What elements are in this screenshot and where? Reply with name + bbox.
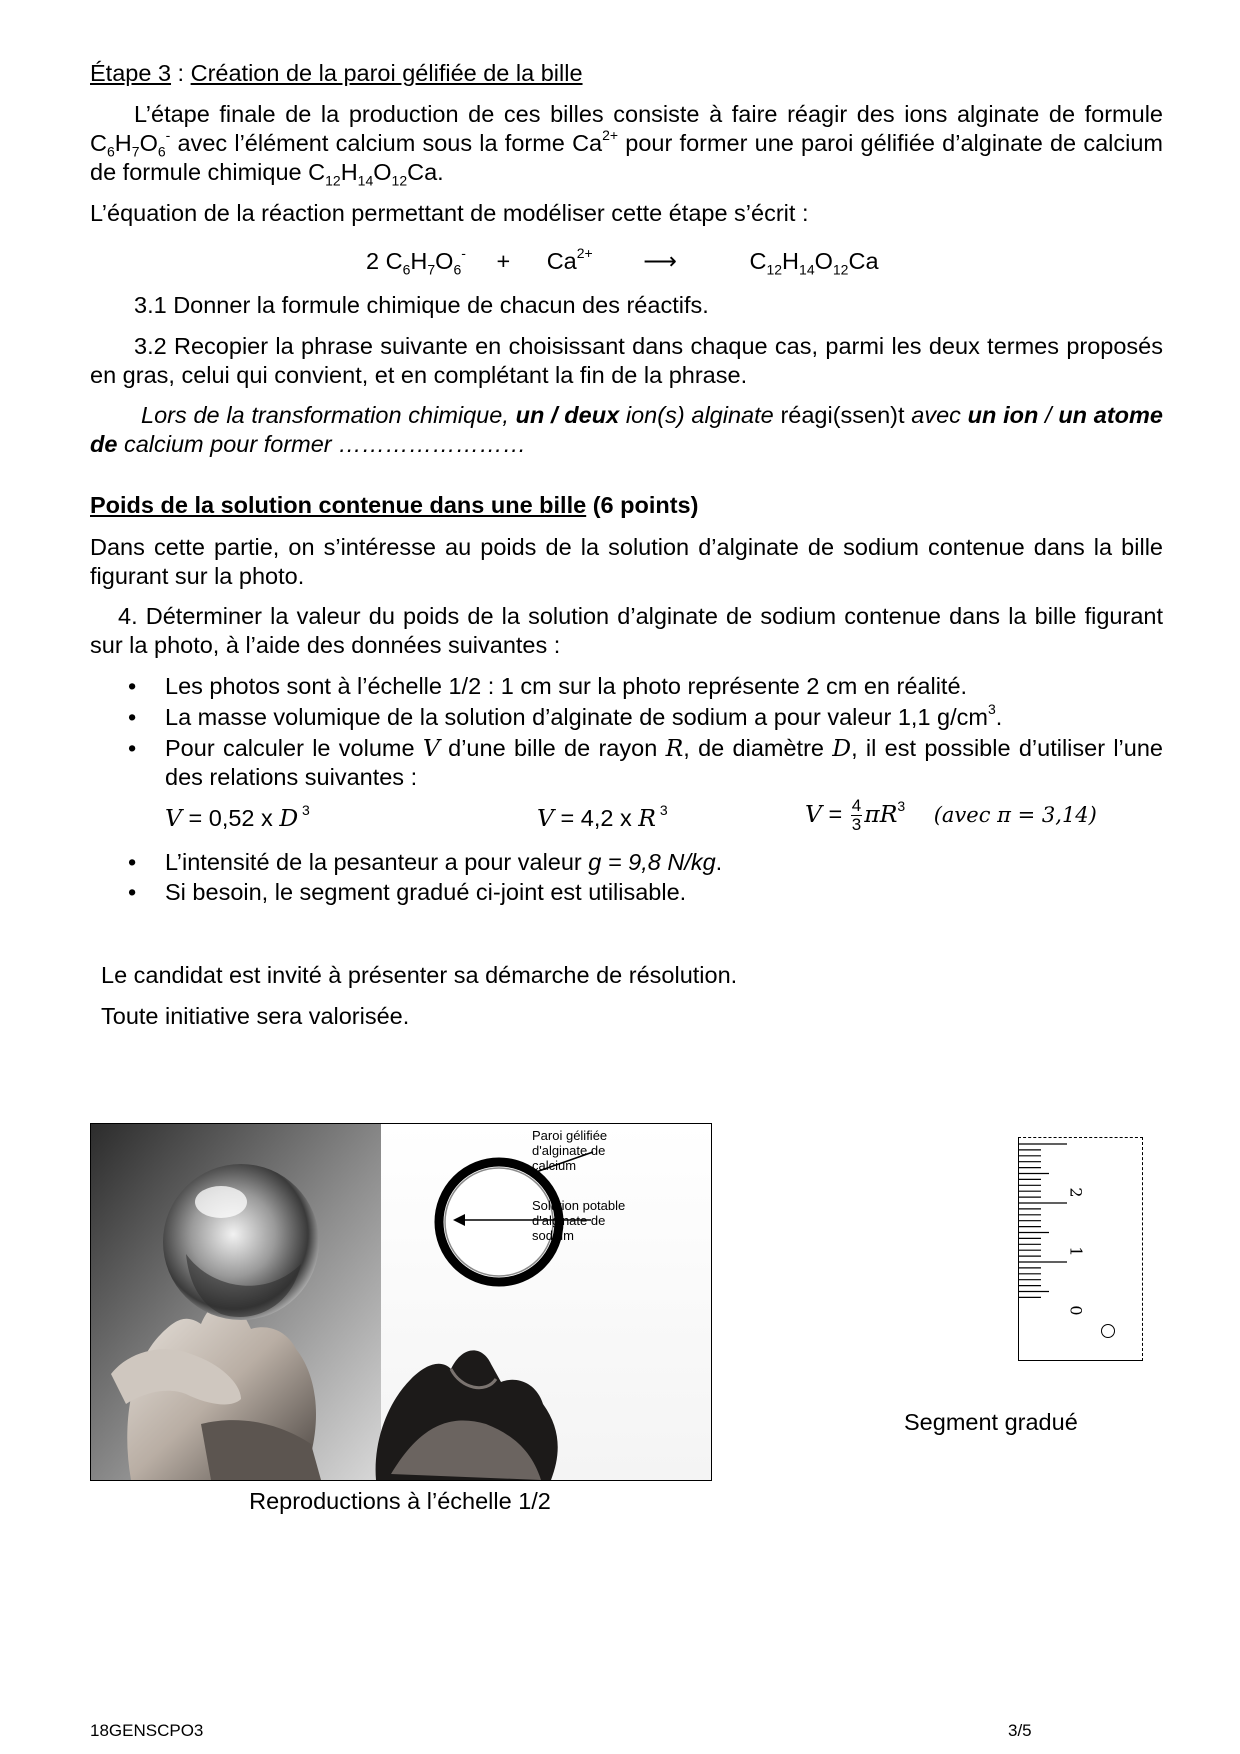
list-item: • Si besoin, le segment gradué ci-joint est utilisable. [90, 878, 1163, 907]
list-item: • La masse volumique de la solution d’alginate de sodium a pour valeur 1,1 $g/cm^3$. [90, 703, 1163, 732]
step3-paragraph: L’étape finale de la production de ces billes consiste à faire réagir des ions alginate de formule $C_6H_7O_6^-$ avec l’élément calcium sous la forme $Ca^{2+}$ pour former une paroi gélifiée d’alginate de calcium de formule chimique $C_{12}H_{14}O_{12}Ca$. [90, 101, 1163, 189]
ruler-caption: Segment gradué [904, 1409, 1078, 1435]
section-title: Poids de la solution contenue dans une bille [90, 492, 587, 518]
step3-heading: Étape 3 : Création de la paroi gélifiée de la bille [90, 60, 583, 86]
bead-photos [91, 1124, 711, 1480]
bead-diagram [376, 1124, 711, 1480]
reaction-arrow: ⟶ [643, 248, 677, 274]
question-3-1: 3.1 Donner la formule chimique de chacun des réactifs. [134, 292, 709, 318]
question-3-2: 3.2 Recopier la phrase suivante en choisissant dans chaque cas, parmi les deux termes proposés en gras, celui qui convient, et en complétant la fin de la phrase. [90, 333, 1163, 388]
figure-caption: Reproductions à l’échelle 1/2 [249, 1488, 551, 1514]
equation-intro: L’équation de la réaction permettant de modéliser cette étape s’écrit : [90, 200, 809, 226]
product-alginate-calcium: $C_{12}H_{14}O_{12}Ca$ [749, 248, 879, 278]
section-points: (6 points) [586, 492, 699, 518]
formula-diameter: V = 0,52 x D $^3$ [165, 802, 310, 832]
instruction-initiative: Toute initiative sera valorisée. [101, 1003, 410, 1029]
ruler-tick-label: 2 [1066, 1187, 1086, 1198]
section-heading [90, 491, 698, 520]
plus-sign: + [496, 248, 511, 274]
reactant-calcium: $Ca^{2+}$ [546, 245, 593, 274]
list-item: • L’intensité de la pesanteur a pour valeur g = 9,8 N/kg. [90, 848, 1163, 877]
instruction-method: Le candidat est invité à présenter sa démarche de résolution. [101, 962, 738, 988]
list-item: • Pour calculer le volume V d’une bille de rayon R, de diamètre D, il est possible d’utiliser l’une des relations suivantes : [90, 734, 1163, 792]
fraction-four-thirds: $\frac{4}{3}$ [851, 796, 862, 835]
ruler-origin-circle [1101, 1324, 1115, 1338]
data-list [90, 672, 1163, 792]
reactant-alginate: 2 $C_6H_7O_6^-$ [366, 245, 466, 278]
pi-value-note: (avec π = 3,14) [933, 803, 1097, 827]
footer-code: 18GENSCPO3 [90, 1721, 204, 1740]
ruler-tick-label: 0 [1066, 1305, 1086, 1316]
page-number: 3/5 [1008, 1721, 1032, 1740]
reaction-equation [366, 247, 966, 276]
formula-radius: V = 4,2 x R $^3$ [537, 802, 668, 832]
step3-title: Création de la paroi gélifiée de la bille [190, 60, 583, 86]
label-gel-wall: Paroi gélifiée d'alginate de calcium [532, 1128, 608, 1173]
data-list-continued [90, 848, 1163, 907]
bead-photo-figure [90, 1123, 712, 1481]
label-solution: Solution potable d'alginate de sodium [532, 1198, 626, 1243]
graduated-segment [1018, 1137, 1143, 1361]
step3-label: Étape 3 [90, 60, 172, 86]
question-4: 4. Déterminer la valeur du poids de la solution d’alginate de sodium contenue dans la bille figurant sur la photo, à l’aide des données suivantes : [90, 603, 1163, 658]
list-item: • Les photos sont à l’échelle 1/2 : 1 cm sur la photo représente 2 cm en réalité. [90, 672, 1163, 701]
section-intro: Dans cette partie, on s’intéresse au poids de la solution d’alginate de sodium contenue dans la bille figurant sur la photo. [90, 534, 1163, 589]
bead-photo-real [91, 1124, 381, 1480]
formula-sphere-volume: V = $\frac{4}{3}$ $\pi R^3$ (avec π = 3,14) [805, 796, 1097, 835]
sentence-to-complete: Lors de la transformation chimique, un / deux ion(s) alginate réagi(ssen)t avec un ion / un atome de calcium pour former …………………… [90, 402, 1163, 457]
ruler-tick-label: 1 [1066, 1246, 1086, 1257]
